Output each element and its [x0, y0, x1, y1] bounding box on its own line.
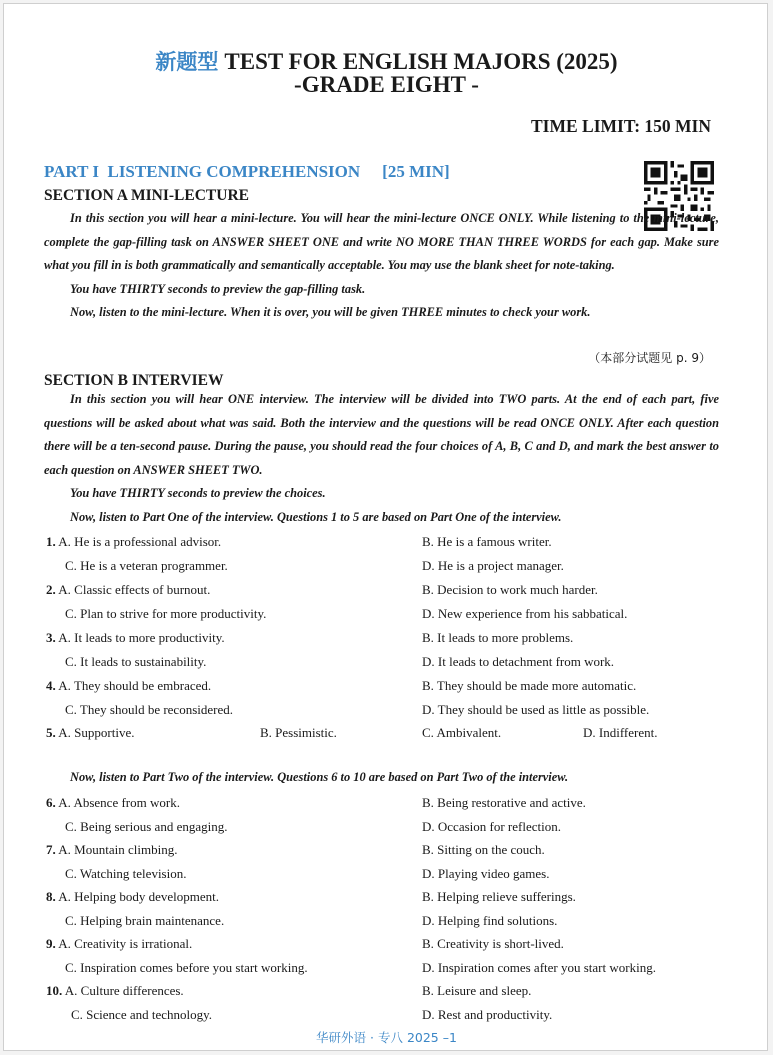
section-a-para1: In this section you will hear a mini-lecture. You will hear the mini-lecture ONCE ONLY. While listening to the mini-lecture, complete the gap-filling task on ANSWER SHEET ONE and write NO MORE THAN THREE WORDS for each gap. Make sure what you fill in is both grammatically and semantically acceptable. You may use the blank sheet for note-taking. [44, 211, 719, 272]
title-cn-tag: 新题型 [155, 50, 219, 74]
option-a[interactable]: A. They should be embraced. [58, 678, 212, 693]
option-c[interactable]: C. Inspiration comes before you start working. [65, 960, 308, 975]
title-en: TEST FOR ENGLISH MAJORS (2025) [224, 49, 618, 74]
option-b[interactable]: B. Pessimistic. [260, 725, 337, 740]
option-a[interactable]: A. Classic effects of burnout. [58, 582, 211, 597]
option-d[interactable]: D. Inspiration comes after you start working. [422, 960, 656, 975]
option-b[interactable]: B. Sitting on the couch. [422, 842, 545, 857]
question-3: 3. A. It leads to more productivity. [46, 630, 225, 645]
option-c[interactable]: C. Being serious and engaging. [65, 819, 228, 834]
part-one-intro: Now, listen to Part One of the interview. Questions 1 to 5 are based on Part One of the interview. [70, 509, 562, 524]
option-d[interactable]: D. It leads to detachment from work. [422, 654, 615, 669]
option-b[interactable]: B. Leisure and sleep. [422, 983, 532, 998]
page-footer: 华研外语 · 专八 2025 –1 [316, 1030, 457, 1045]
section-a-instructions [44, 207, 719, 325]
part-two-intro-block [44, 766, 719, 790]
option-d[interactable]: D. He is a project manager. [422, 558, 564, 573]
option-a[interactable]: A. Supportive. [58, 725, 135, 740]
option-c[interactable]: C. He is a veteran programmer. [65, 558, 228, 573]
section-b-instructions [44, 388, 719, 529]
option-d[interactable]: D. Indifferent. [583, 725, 658, 740]
part-heading [44, 162, 450, 182]
section-b-heading: SECTION B INTERVIEW [44, 372, 224, 389]
option-a[interactable]: A. Culture differences. [64, 983, 184, 998]
option-b[interactable]: B. They should be made more automatic. [422, 678, 637, 693]
option-a[interactable]: A. He is a professional advisor. [58, 534, 222, 549]
part-title: PART I LISTENING COMPREHENSION [44, 162, 361, 181]
option-d[interactable]: D. Helping find solutions. [422, 913, 558, 928]
part-two-intro: Now, listen to Part Two of the interview. Questions 6 to 10 are based on Part Two of the interview. [70, 770, 569, 784]
question-1: 1. A. He is a professional advisor. [46, 534, 222, 549]
option-c[interactable]: C. Science and technology. [71, 1007, 213, 1022]
option-a[interactable]: A. Creativity is irrational. [58, 936, 193, 951]
option-a[interactable]: A. It leads to more productivity. [58, 630, 225, 645]
option-d[interactable]: D. They should be used as little as possible. [422, 702, 650, 717]
option-b[interactable]: B. He is a famous writer. [422, 534, 552, 549]
option-d[interactable]: D. New experience from his sabbatical. [422, 606, 628, 621]
section-b-para1: In this section you will hear ONE interview. The interview will be divided into TWO parts. At the end of each part, five questions will be asked about what was said. Both the interview and the questions will be read ONCE ONLY. After each question there will be a ten-second pause. During the pause, you should read the four choices of A, B, C and D, and mark the best answer to each question on ANSWER SHEET TWO. [44, 392, 719, 477]
part-duration: [25 MIN] [382, 162, 450, 181]
option-c[interactable]: C. Plan to strive for more productivity. [65, 606, 267, 621]
question-2: 2. A. Classic effects of burnout. [46, 582, 211, 597]
option-d[interactable]: D. Rest and productivity. [422, 1007, 553, 1022]
option-b[interactable]: B. Helping relieve sufferings. [422, 889, 576, 904]
section-b-para2: You have THIRTY seconds to preview the choices. [70, 486, 326, 500]
option-b[interactable]: B. It leads to more problems. [422, 630, 574, 645]
option-a[interactable]: A. Helping body development. [58, 889, 219, 904]
option-c[interactable]: C. Watching television. [65, 866, 187, 881]
question-6: 6. A. Absence from work. [46, 795, 180, 810]
section-a-para3: Now, listen to the mini-lecture. When it is over, you will be given THREE minutes to check your work. [70, 305, 591, 319]
grade-subtitle: -GRADE EIGHT - [294, 72, 479, 97]
section-a-para2: You have THIRTY seconds to preview the gap-filling task. [70, 281, 366, 296]
question-4: 4. A. They should be embraced. [46, 678, 212, 693]
exam-page [3, 3, 768, 1051]
option-c[interactable]: C. Ambivalent. [422, 725, 502, 740]
time-limit: TIME LIMIT: 150 MIN [530, 116, 711, 136]
question-7: 7. A. Mountain climbing. [46, 842, 178, 857]
question-5: 5. A. Supportive. [46, 725, 135, 740]
option-d[interactable]: D. Occasion for reflection. [422, 819, 561, 834]
option-a[interactable]: A. Absence from work. [58, 795, 180, 810]
question-8: 8. A. Helping body development. [46, 889, 219, 904]
option-c[interactable]: C. It leads to sustainability. [65, 654, 207, 669]
option-d[interactable]: D. Playing video games. [422, 866, 550, 881]
option-a[interactable]: A. Mountain climbing. [58, 842, 178, 857]
option-b[interactable]: B. Decision to work much harder. [422, 582, 598, 597]
section-a-heading: SECTION A MINI-LECTURE [44, 187, 249, 204]
option-c[interactable]: C. Helping brain maintenance. [65, 913, 225, 928]
option-b[interactable]: B. Creativity is short-lived. [422, 936, 564, 951]
question-9: 9. A. Creativity is irrational. [46, 936, 193, 951]
page-reference: （本部分试题见 p. 9） [588, 351, 711, 365]
option-b[interactable]: B. Being restorative and active. [422, 795, 586, 810]
question-10: 10. A. Culture differences. [46, 983, 184, 998]
option-c[interactable]: C. They should be reconsidered. [65, 702, 233, 717]
